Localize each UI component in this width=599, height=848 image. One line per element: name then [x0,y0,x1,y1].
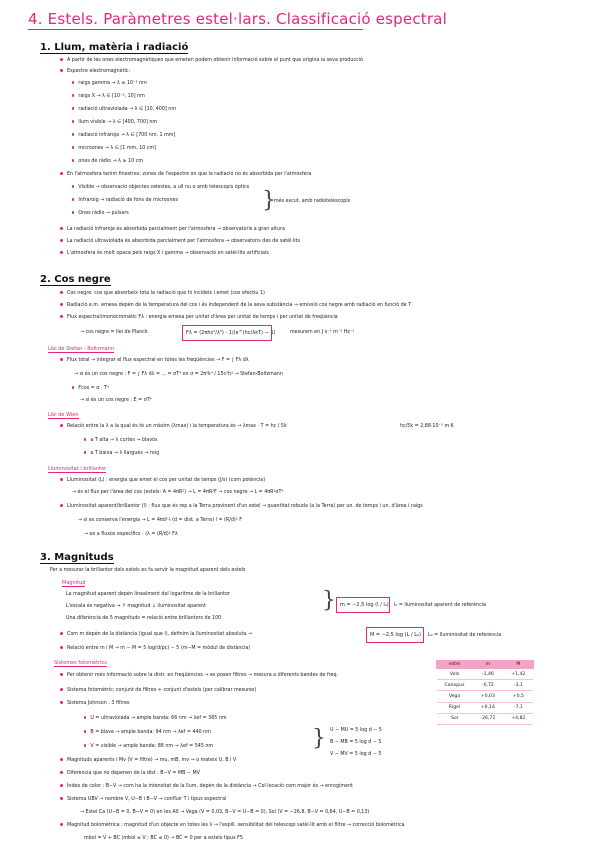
s1-line: microones → λ ∈ [1 mm, 10 cm] [72,146,156,152]
magnitud-line: Una diferència de 5 magnituds = relació entre brillantors de 100 [66,616,222,621]
magnitudes-table [436,660,534,725]
table-cell: -1,46 [472,669,503,680]
planck-formula: Fλ = (2πhc²/λ⁵) · 1/(e^(hc/λkT) − 1) [186,330,276,336]
s3-intro: Per a mesurar la brillantor dels estels es fa servir la magnitud aparent dels estels [50,568,246,573]
section-1-heading: 1. Llum, matèria i radiació [40,42,189,53]
phot-line: U = ultraviolada → ample banda: 66 nm → λef = 365 nm [84,716,227,722]
wien-line: a T alta → λ curtes → blavós [84,438,157,444]
table-cell: +1,42 [503,669,533,680]
stefan-heading: Llei de Stefan - Boltzmann [48,346,114,352]
table-cell: -7,1 [503,702,533,713]
photometric-heading: Sistemes fotomètrics [54,660,107,666]
s2-line: → cos negre = llei de Planck [80,330,148,335]
table-cell: Sol [437,713,473,724]
filter-eq: B − MB = 5 log d − 5 [330,740,382,745]
phot-line: Índex de color : B−V → com ha la intensitat de la llum, depèn de la distància → Col·locació com major és → enrogiment [60,784,353,790]
wien-constant: hc/5k = 2,88·10⁻³ m K [400,424,454,429]
lum-line: Lluminositat aparent/brillantor (l) : flux que és rep a la Terra provinent d'un estel → quantitat rebuda (a la Terra) per un. de temps i un. d'àrea i raigs [60,504,423,510]
s1-note: més escut, amb radiotelescopis [274,199,351,204]
table-cell: +0,14 [472,702,503,713]
wien-heading: Llei de Wien [48,412,79,418]
table-cell: Rigel [437,702,473,713]
phot-line: B = blava → ample banda: 94 nm → λef = 440 nm [84,730,211,736]
abs-line: Com m depèn de la distància (igual que l), definim la lluminositat absoluta → [60,632,252,638]
phot-line: Magnitud bolomètrica : magnitud d'un objecte en totes les λ → l'espill. sensibilitat del telescopi satèl·lit amb el filtre → correcció bolomètrica [60,823,404,829]
brace: } [262,188,276,213]
table-row [437,669,534,680]
s2-line: Flux espectral/monocromàtic Fλ : energia emesa per unitat d'àrea per unitat de temps i per unitat de freqüència [60,315,338,321]
magnitud-line: L'escala és negativa → ↑ magnitud ↓ lluminositat aparent [66,604,206,609]
phot-line: Per obtenir més informació sobre la distr. en freqüències → es posen filtres → mesura a diferents bandes de freq. [60,673,338,679]
phot-line: Magnituds aparents i Mv (V = filtre) → mu, mB, mv → o mateix U, B i V [60,758,236,764]
table-cell: -0,72 [472,680,503,691]
table-header: estel [437,661,473,669]
table-cell: +0,03 [472,691,503,702]
stefan-line: → si és un cos negre : E = σT⁴ [80,398,152,403]
formula-box [336,597,390,613]
formula-M: M = −2,5 log (L / L₀) [370,632,421,638]
s1-line: Infraroig → radiació de fons de microones [72,198,178,204]
table-cell: +4,82 [503,713,533,724]
table-cell: Vega [437,691,473,702]
lum-line: Lluminositat (L) : energia que emet el cos per unitat de temps (J/s) (com potència) [60,478,265,484]
formula-m: m = −2,5 log (l / l₀) [340,602,389,608]
table-cell: -3,1 [503,680,533,691]
s1-line: raigs X → λ ∈ [10⁻², 10] nm [72,94,145,100]
s1-line: ones de ràdio → λ ≥ 10 cm [72,159,143,165]
s1-line: L'atmosfera és molt opaca pels raigs X i gamma → observació en satèl·lits artificials [60,251,269,257]
s2-units: mesurem en J s⁻¹ m⁻² Hz⁻¹ [290,330,355,335]
filter-eq: V − MV = 5 log d − 5 [330,752,382,757]
s1-line: Ones ràdio → púlsars [72,211,129,217]
table-header: m [472,661,503,669]
stefan-line: → si és un cos negre : F = ∫ Fλ dλ = ... = σT⁴ on σ = 2π⁵k⁴ / 15c²h³ → Stefan-Boltzmann [74,372,283,377]
lum-line: → si es conserva l'energia → L = 4πd²·l (d = dist. a Terra) l = (R/d)² F [78,518,242,523]
s1-line: radiació infraroja → λ ∈ [700 nm, 1 mm] [72,133,175,139]
table-cell: +0,5 [503,691,533,702]
table-header: M [503,661,533,669]
page-title: 4. Estels. Paràmetres estel·lars. Classificació espectral [28,10,447,28]
phot-line: Sistema UBV → nombre V, U−B i B−V → confluir T i tipus espectral [60,797,226,803]
section-3-heading: 3. Magnituds [40,552,114,563]
s1-line: llum visible → λ ∈ [400, 700] nm [72,120,157,126]
s1-line: raigs gamma → λ ≤ 10⁻² nm [72,81,147,87]
filter-eq: U − MU = 5 log d − 5 [330,728,382,733]
title-underline [28,29,363,30]
stefan-line: Flux total → integrar el flux espectral en totes les freqüències → F = ∫ Fλ dλ [60,358,249,364]
s1-line: radiació ultraviolada → λ ∈ [10, 400] nm [72,107,176,113]
section-2-heading: 2. Cos negre [40,274,111,285]
formula-M-note: L₀ = lluminositat de referència [428,633,502,638]
phot-line: → Estel Ca (U−B = 0, B−V = 0) en les A0 → Vega (V = 0,03, B−V = U−B = 0), Sol (V = −26,8, B−V = 0,64, U−B = 0,13) [80,810,370,815]
lum-line: → és el flux per l'àrea del cos (estels: A = 4πR²) → L = 4πR²F → cos negre → L = 4πR²σT⁴ [72,490,284,495]
luminosity-heading: Lluminositat i brillantor [48,466,107,472]
brace: } [322,588,336,613]
table-row [437,713,534,724]
lum-line: → ex a fluxos específics : (λ = (R/d)² Fλ [84,532,178,537]
table-row [437,680,534,691]
s1-line: En l'atmosfera tenim finestres: zones de l'espectre on que la radiació no és absorbida per l'atmosfera [60,172,311,178]
abs-line: Relació entre m i M → m − M = 5 log(d/pc) − 5 (m−M = mòdul de distància) [60,646,250,652]
magnitud-heading: Magnitud [62,580,86,586]
formula-box [182,325,272,341]
s1-line: A partir de les ones electromagnètiques que emeten podem obtenir informació sobre el punt que origina la seva producció [60,58,363,64]
table-row [437,702,534,713]
table-cell: -26,72 [472,713,503,724]
table-row [437,691,534,702]
magnitud-line: La magnitud aparent depèn linealment del logaritme de la brillantor [66,592,230,597]
phot-line: V = visible → ample banda: 88 nm → λef = 545 nm [84,744,213,750]
stefan-line: Fcos = σ · T⁴ [72,386,109,392]
s1-line: La radiació infraroja és absorbida parcialment per l'atmosfera → observatoris a gran altura [60,227,285,233]
s2-line: Radiació e.m. emesa depèn de la temperatura del cos i és independent de la seva substància → emissió cos negre amb radiació en funció de T [60,303,411,309]
brace: } [312,726,326,751]
phot-line: Diferència que no depenen de la dist : B−V = MB − MV [60,771,200,777]
wien-line: Relació entre la λ a la qual és té un màxim (λmax) i la temperatura és → λmax · T = hc / 5k [60,424,287,430]
s1-line: Visible → observació objectes celestes, a ull nu o amb telescopis òptics [72,185,249,191]
s1-line: La radiació ultraviolada és absorbida parcialment per l'atmosfera → observatoris des de satèl·lits [60,239,300,245]
s2-line: Cos negre: cos que absorbeix tota la radiació que hi incideix i emet (cos efectiu 1) [60,291,265,297]
formula-m-note: l₀ = lluminositat aparent de referència [394,603,487,608]
s1-line: Espectre electromagnètic: [60,69,130,75]
phot-line: Sistema fotomètric: conjunt de filtres + conjunt d'estels (per calibrar mesures) [60,688,256,694]
wien-line: a T baixa → λ llargues → roig [84,451,159,457]
table-header-row [437,661,534,669]
phot-line: Sistema Johnson : 3 filtres [60,701,130,707]
table-cell: Canopus [437,680,473,691]
table-cell: Vols [437,669,473,680]
formula-box [366,627,424,643]
phot-line: mbol = V + BC (mbol ≤ V ; BC ≤ 0) → BC = 0 per a estels tipus F5 [84,836,243,841]
